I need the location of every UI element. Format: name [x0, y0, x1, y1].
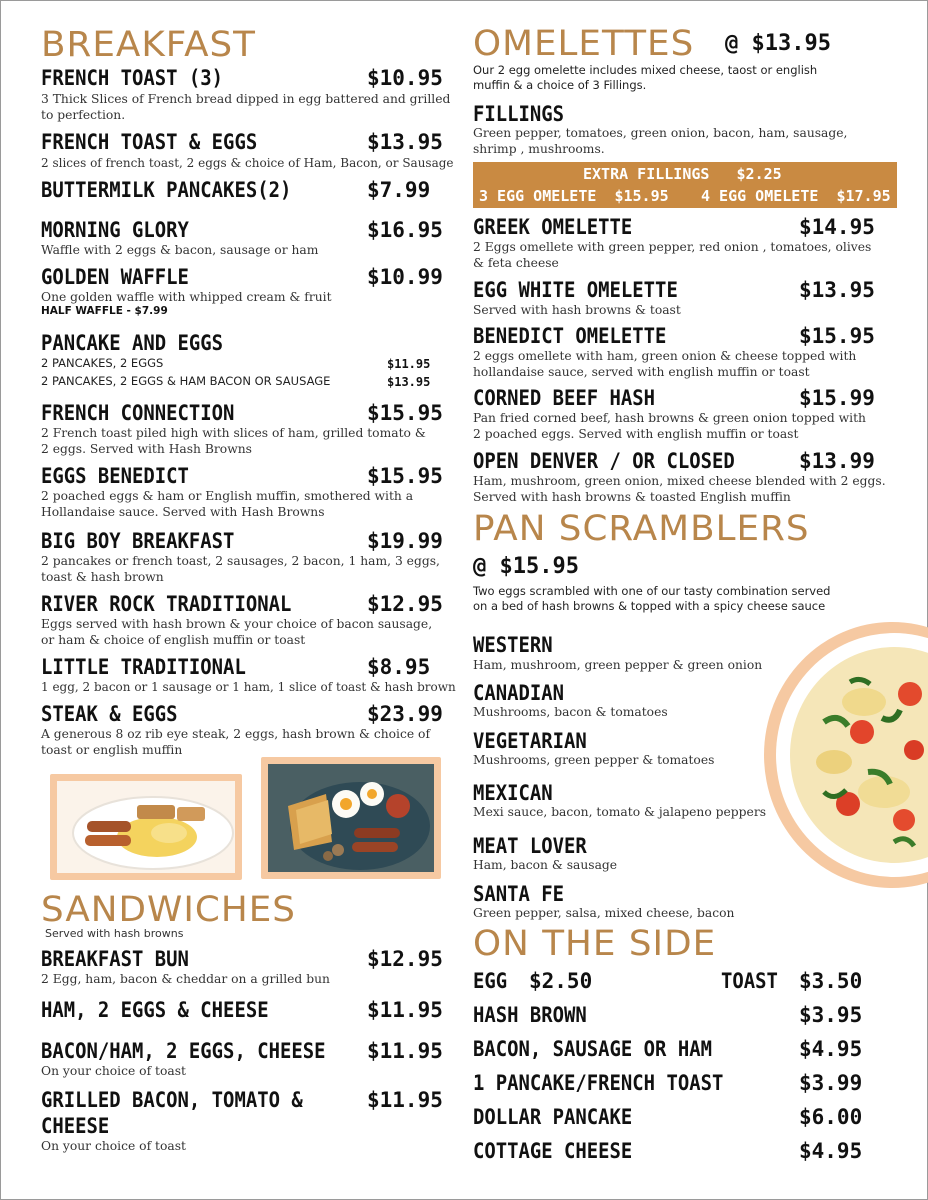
item-name: BUTTERMILK PANCAKES(2): [41, 178, 292, 202]
item-price: $15.95: [799, 324, 875, 348]
item-name: MEAT LOVER: [473, 834, 587, 858]
item-name: BREAKFAST BUN: [41, 947, 189, 971]
option-label: 2 PANCAKES, 2 EGGS: [41, 356, 164, 370]
full-breakfast-image: [268, 764, 434, 872]
item-name: BENEDICT OMELETTE: [473, 324, 667, 348]
on-the-side-title: ON THE SIDE: [473, 924, 717, 964]
item-description: Green pepper, salsa, mixed cheese, bacon: [473, 906, 735, 920]
item-name: EGG WHITE OMELETTE: [473, 278, 678, 302]
item-name: OPEN DENVER / OR CLOSED: [473, 449, 735, 473]
item-price: $2.50: [529, 969, 593, 993]
item-description: Waffle with 2 eggs & bacon, sausage or ham: [41, 243, 319, 257]
item-price: $15.95: [367, 401, 443, 425]
item-name: WESTERN: [473, 633, 553, 657]
option-label: 2 PANCAKES, 2 EGGS & HAM BACON OR SAUSAGE: [41, 374, 331, 388]
item-name: EGGS BENEDICT: [41, 464, 189, 488]
item-name: DOLLAR PANCAKE: [473, 1105, 633, 1129]
item-name: STEAK & EGGS: [41, 702, 178, 726]
item-price: $11.95: [367, 998, 443, 1022]
breakfast-plate-photo: [50, 774, 242, 880]
item-name: SANTA FE: [473, 882, 565, 906]
item-description: A generous 8 oz rib eye steak, 2 eggs, hash brown & choice of toast or english muffin: [41, 727, 431, 757]
item-name: EGG: [473, 969, 508, 993]
item-name: GREEK OMELETTE: [473, 215, 633, 239]
option-price: $11.95: [387, 357, 431, 371]
item-price: $16.95: [367, 218, 443, 242]
item-price: $15.95: [367, 464, 443, 488]
item-name: 1 PANCAKE/FRENCH TOAST: [473, 1071, 724, 1095]
item-name: MORNING GLORY: [41, 218, 189, 242]
omelettes-intro: Our 2 egg omelette includes mixed cheese, taost or english muffin & a choice of 3 Fillings.: [473, 63, 818, 92]
sandwiches-title: SANDWICHES: [41, 890, 296, 930]
extra-fillings-price: EXTRA FILLINGS $2.25: [583, 165, 782, 183]
item-name-line2: CHEESE: [41, 1114, 110, 1138]
item-description: Mushrooms, green pepper & tomatoes: [473, 753, 715, 767]
item-description: 2 French toast piled high with slices of ham, grilled tomato & 2 eggs. Served with Hash Browns: [41, 426, 426, 456]
item-name: FRENCH TOAST & EGGS: [41, 130, 258, 154]
pan-scrambler-photo: [764, 622, 928, 888]
item-description: 2 slices of french toast, 2 eggs & choice of Ham, Bacon, or Sausage: [41, 156, 454, 170]
sandwiches-subtitle: Served with hash browns: [45, 927, 184, 940]
item-price: $15.99: [799, 386, 875, 410]
item-price: $4.95: [799, 1139, 863, 1163]
item-description: Served with hash browns & toast: [473, 303, 681, 317]
item-name: FRENCH CONNECTION: [41, 401, 235, 425]
omelettes-price: @ $13.95: [725, 31, 831, 56]
item-name: BIG BOY BREAKFAST: [41, 529, 235, 553]
item-description: 2 pancakes or french toast, 2 sausages, 2 bacon, 1 ham, 3 eggs, toast & hash brown: [41, 554, 440, 584]
item-price: $11.95: [367, 1088, 443, 1112]
breakfast-title: BREAKFAST: [41, 25, 257, 65]
item-description: 1 egg, 2 bacon or 1 sausage or 1 ham, 1 slice of toast & hash brown: [41, 680, 456, 694]
item-price: $12.95: [367, 947, 443, 971]
item-name: FRENCH TOAST (3): [41, 66, 224, 90]
item-name: COTTAGE CHEESE: [473, 1139, 633, 1163]
omelettes-title: OMELETTES: [473, 24, 695, 64]
item-description: Pan fried corned beef, hash browns & green onion topped with 2 poached eggs. Served with english muffin or toast: [473, 411, 866, 441]
item-name: CANADIAN: [473, 681, 565, 705]
item-price: $19.99: [367, 529, 443, 553]
item-price: $13.95: [799, 278, 875, 302]
item-price: $8.95: [367, 655, 431, 679]
item-description: 2 Egg, ham, bacon & cheddar on a grilled bun: [41, 972, 330, 986]
item-price: $14.95: [799, 215, 875, 239]
pan-scramblers-price: @ $15.95: [473, 554, 579, 579]
item-description: On your choice of toast: [41, 1139, 186, 1153]
item-name: GOLDEN WAFFLE: [41, 265, 189, 289]
item-description: Eggs served with hash brown & your choice of bacon sausage, or ham & choice of english muffin or toast: [41, 617, 433, 647]
item-name: BACON/HAM, 2 EGGS, CHEESE: [41, 1039, 326, 1063]
scrambled-eggs-sausage-image: [57, 781, 235, 873]
item-description: Ham, bacon & sausage: [473, 858, 618, 872]
full-breakfast-photo: [261, 757, 441, 879]
item-price: $13.95: [367, 130, 443, 154]
item-price: $7.99: [367, 178, 431, 202]
item-price: $3.95: [799, 1003, 863, 1027]
fillings-description: Green pepper, tomatoes, green onion, bacon, ham, sausage, shrimp , mushrooms.: [473, 126, 848, 156]
option-price: $13.95: [387, 375, 431, 389]
item-price: $10.95: [367, 66, 443, 90]
item-name: LITTLE TRADITIONAL: [41, 655, 246, 679]
item-price: $13.99: [799, 449, 875, 473]
pan-scramblers-intro: Two eggs scrambled with one of our tasty combination served on a bed of hash browns & topped with a spicy cheese sauce: [473, 584, 831, 613]
item-name: RIVER ROCK TRADITIONAL: [41, 592, 292, 616]
omelette-size-banner: [473, 162, 897, 208]
item-name: MEXICAN: [473, 781, 553, 805]
item-description: 3 Thick Slices of French bread dipped in egg battered and grilled to perfection.: [41, 92, 451, 122]
item-price: $12.95: [367, 592, 443, 616]
item-description: 2 poached eggs & ham or English muffin, smothered with a Hollandaise sauce. Served with Hash Browns: [41, 489, 414, 519]
item-name: HAM, 2 EGGS & CHEESE: [41, 998, 269, 1022]
item-description: Ham, mushroom, green pepper & green onion: [473, 658, 763, 672]
item-description: 2 Eggs omellete with green pepper, red onion , tomatoes, olives & feta cheese: [473, 240, 872, 270]
item-price: $23.99: [367, 702, 443, 726]
item-description: Ham, mushroom, green onion, mixed cheese blended with 2 eggs. Served with hash browns & toasted English muffin: [473, 474, 886, 504]
item-description: 2 eggs omellete with ham, green onion & cheese topped with hollandaise sauce, served with english muffin or toast: [473, 349, 857, 379]
three-egg-price: 3 EGG OMELETE $15.95: [479, 187, 669, 205]
item-description: On your choice of toast: [41, 1064, 186, 1078]
item-name: TOAST: [721, 969, 778, 993]
four-egg-price: 4 EGG OMELETE $17.95: [701, 187, 891, 205]
item-description: One golden waffle with whipped cream & fruit: [41, 290, 332, 304]
item-name: HASH BROWN: [473, 1003, 587, 1027]
item-price: $3.50: [799, 969, 863, 993]
item-name: GRILLED BACON, TOMATO &: [41, 1088, 303, 1112]
item-name: BACON, SAUSAGE OR HAM: [473, 1037, 712, 1061]
item-name: VEGETARIAN: [473, 729, 587, 753]
item-name: CORNED BEEF HASH: [473, 386, 656, 410]
item-price: $10.99: [367, 265, 443, 289]
item-price: $11.95: [367, 1039, 443, 1063]
item-price: $6.00: [799, 1105, 863, 1129]
item-name: PANCAKE AND EGGS: [41, 331, 224, 355]
item-description: Mexi sauce, bacon, tomato & jalapeno peppers: [473, 805, 767, 819]
item-price: $3.99: [799, 1071, 863, 1095]
item-price: $4.95: [799, 1037, 863, 1061]
item-description: Mushrooms, bacon & tomatoes: [473, 705, 668, 719]
half-waffle-note: HALF WAFFLE - $7.99: [41, 305, 168, 317]
pan-scramblers-title: PAN SCRAMBLERS: [473, 509, 810, 549]
fillings-title: FILLINGS: [473, 102, 565, 126]
